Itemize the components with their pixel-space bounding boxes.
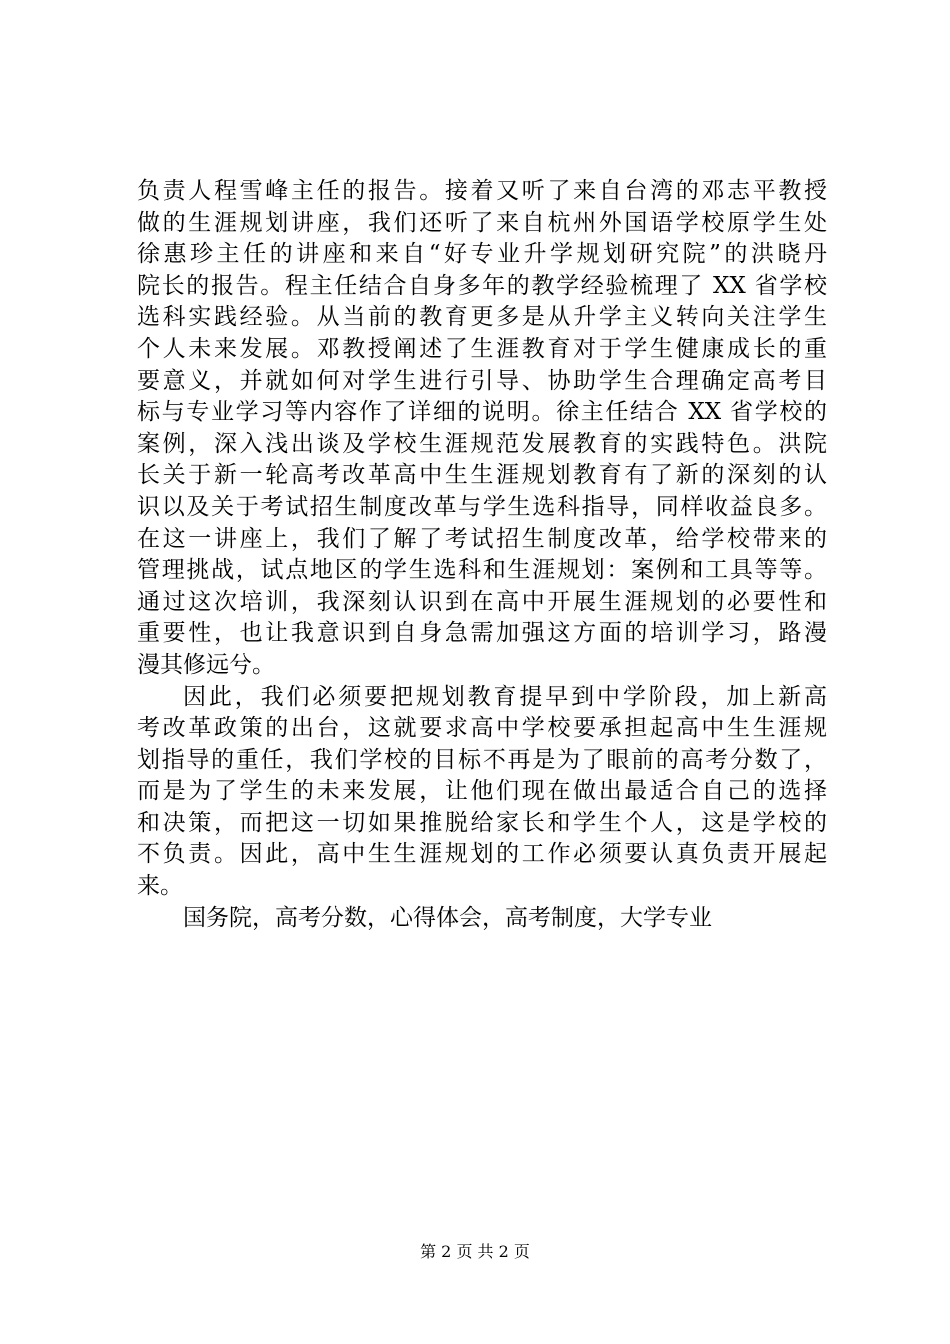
paragraph-1-line: 长关于新一轮高考改革高中生生涯规划教育有了新的深刻的认 (137, 462, 827, 489)
paragraph-1-line: 通过这次培训，我深刻认识到在高中开展生涯规划的必要性和 (137, 588, 827, 615)
paragraph-2-line: 考改革政策的出台，这就要求高中学校要承担起高中生生涯规 (137, 715, 827, 742)
document-body (137, 176, 827, 934)
paragraph-1-line: 个人未来发展。邓教授阐述了生涯教育对于学生健康成长的重 (137, 335, 827, 362)
keywords-line: 国务院，高考分数，心得体会，高考制度，大学专业 (183, 904, 712, 931)
paragraph-1-line: 徐惠珍主任的讲座和来自“好专业升学规划研究院”的洪晓丹 (137, 241, 827, 268)
paragraph-1-line: 漫其修远兮。 (137, 651, 275, 678)
paragraph-1-line: 标与专业学习等内容作了详细的说明。徐主任结合 XX 省学校的 (137, 399, 827, 426)
paragraph-1-line: 识以及关于考试招生制度改革与学生选科指导，同样收益良多。 (137, 493, 827, 520)
paragraph-1-line: 做的生涯规划讲座，我们还听了来自杭州外国语学校原学生处 (137, 209, 827, 236)
paragraph-1-line: 重要性，也让我意识到自身急需加强这方面的培训学习，路漫 (137, 620, 827, 647)
paragraph-1-line: 管理挑战，试点地区的学生选科和生涯规划：案例和工具等等。 (137, 557, 827, 584)
paragraph-2-line: 不负责。因此，高中生生涯规划的工作必须要认真负责开展起 (137, 841, 827, 868)
paragraph-2-line: 因此，我们必须要把规划教育提早到中学阶段，加上新高 (183, 683, 827, 710)
paragraph-2-line: 而是为了学生的未来发展，让他们现在做出最适合自己的选择 (137, 778, 827, 805)
paragraph-1-line: 院长的报告。程主任结合自身多年的教学经验梳理了 XX 省学校 (137, 272, 827, 299)
paragraph-1-line: 要意义，并就如何对学生进行引导、协助学生合理确定高考目 (137, 367, 827, 394)
page-number-footer: 第 2 页 共 2 页 (420, 1242, 530, 1261)
paragraph-1-line: 选科实践经验。从当前的教育更多是从升学主义转向关注学生 (137, 304, 827, 331)
paragraph-1-line: 负责人程雪峰主任的报告。接着又听了来自台湾的邓志平教授 (137, 178, 827, 204)
paragraph-2-line: 划指导的重任，我们学校的目标不再是为了眼前的高考分数了， (137, 746, 827, 773)
paragraph-1-line: 在这一讲座上，我们了解了考试招生制度改革，给学校带来的 (137, 525, 827, 552)
paragraph-2-line: 和决策，而把这一切如果推脱给家长和学生个人，这是学校的 (137, 809, 827, 836)
paragraph-2-line: 来。 (137, 873, 183, 900)
paragraph-1-line: 案例，深入浅出谈及学校生涯规范发展教育的实践特色。洪院 (137, 430, 827, 457)
